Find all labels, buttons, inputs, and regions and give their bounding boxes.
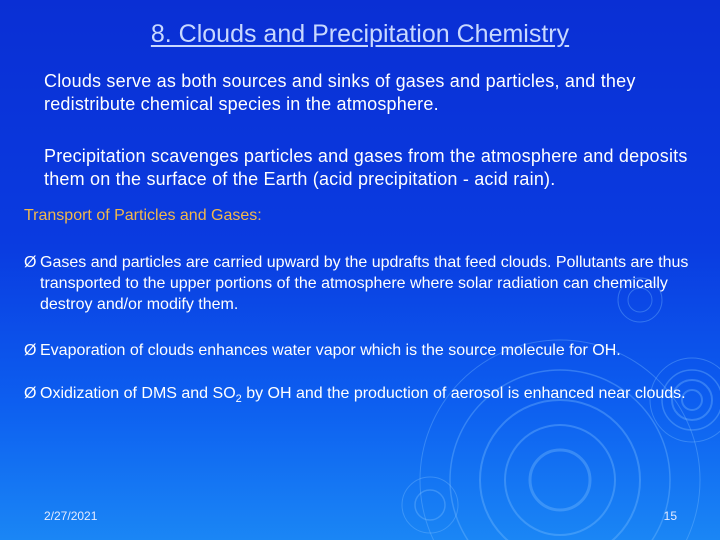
paragraph-clouds: Clouds serve as both sources and sinks of gases and particles, and they redistribute chemical species in the atmosphere. bbox=[44, 71, 636, 114]
bullet-item bbox=[24, 340, 709, 361]
bullet-item bbox=[24, 252, 709, 315]
section-heading: Transport of Particles and Gases: bbox=[24, 207, 262, 224]
bullet-text-part: by OH and the production of aerosol is enhanced near clouds. bbox=[241, 385, 686, 402]
slide-title: 8. Clouds and Precipitation Chemistry bbox=[150, 20, 570, 48]
bullet-text: Evaporation of clouds enhances water vapor which is the source molecule for OH. bbox=[40, 342, 621, 359]
subscript-number: 2 bbox=[235, 393, 242, 406]
page-number: 15 bbox=[663, 509, 677, 523]
bullet-text: Gases and particles are carried upward by the updrafts that feed clouds. Pollutants are thus transported to the upper portions of the atmosphere where solar radiation can chemically destroy and/or modify them. bbox=[40, 254, 689, 313]
arrow-bullet-icon: Ø bbox=[24, 342, 37, 359]
arrow-bullet-icon: Ø bbox=[24, 385, 37, 402]
bullet-item bbox=[24, 383, 709, 410]
footer-date: 2/27/2021 bbox=[44, 509, 98, 523]
bullet-text-part: Oxidization of DMS and SO bbox=[40, 385, 236, 402]
arrow-bullet-icon: Ø bbox=[24, 254, 37, 271]
paragraph-precipitation: Precipitation scavenges particles and gases from the atmosphere and deposits them on the surface of the Earth (acid precipitation - acid rain). bbox=[44, 146, 688, 189]
bullet-text bbox=[24, 383, 709, 410]
